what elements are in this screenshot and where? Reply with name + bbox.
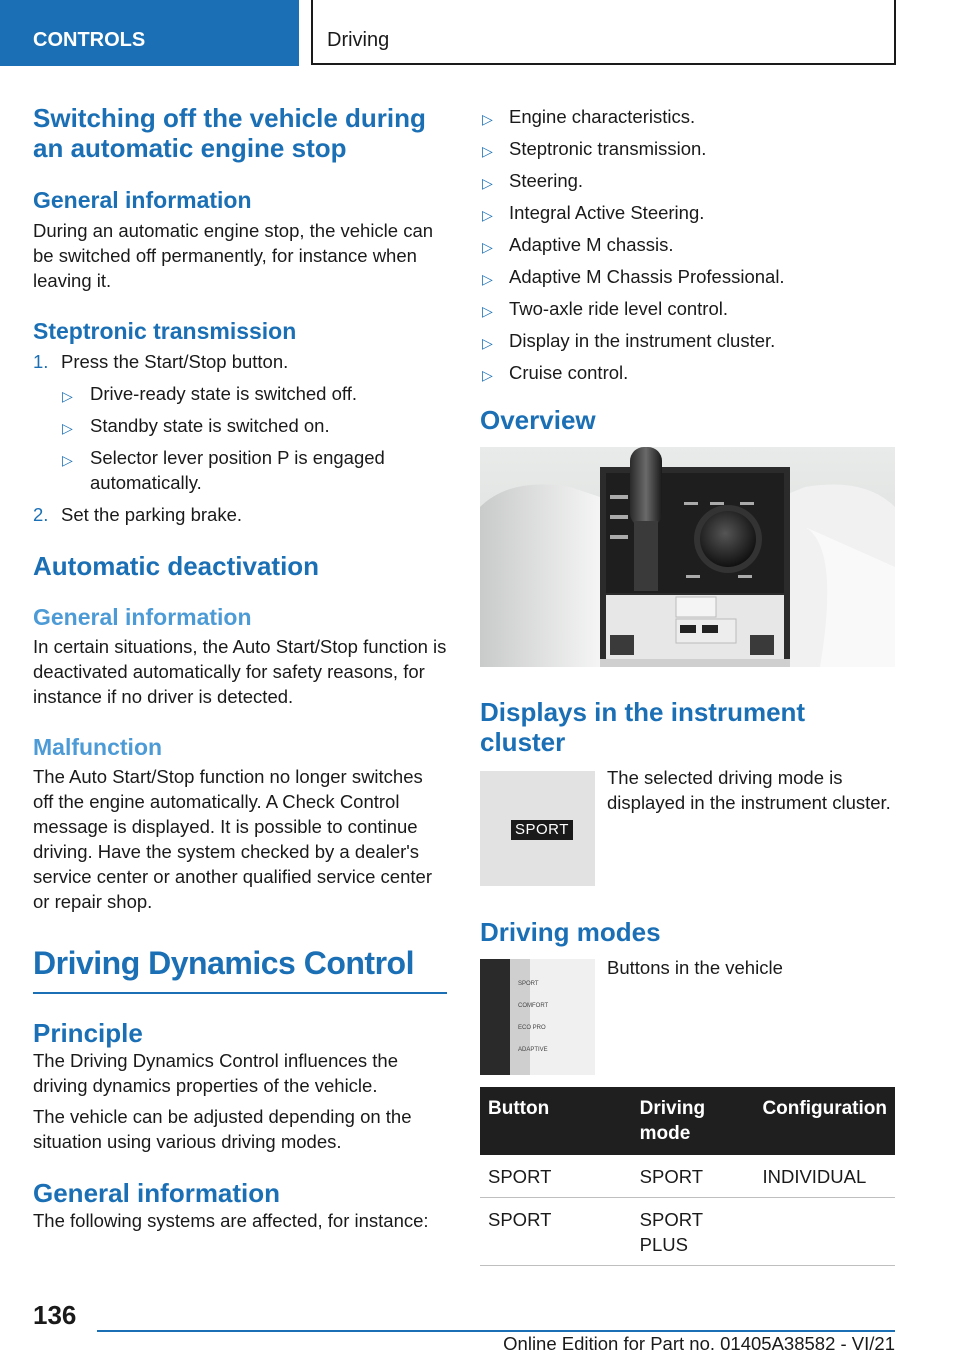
paragraph-displays: The selected driving mode is displayed in the instrument cluster.: [607, 767, 891, 813]
chapter-title: Driving: [311, 0, 896, 65]
heading-general-information: General information: [33, 604, 252, 630]
table-row: [480, 1155, 895, 1198]
mode-buttons-image: [480, 959, 595, 1075]
triangle-right-icon: ▷: [482, 367, 493, 383]
table-cell: SPORT: [480, 1155, 632, 1198]
heading-steptronic: Steptronic transmission: [33, 318, 297, 344]
sub-list-item: [33, 413, 447, 438]
triangle-right-icon: ▷: [482, 143, 493, 159]
triangle-right-icon: ▷: [62, 452, 73, 468]
table-header-row: [480, 1087, 895, 1155]
paragraph-principle: The vehicle can be adjusted depending on the situation using various driving modes.: [33, 1106, 412, 1152]
left-column: [33, 100, 447, 1233]
cluster-mode-indicator: SPORT: [511, 820, 573, 840]
mode-button-label: SPORT: [518, 981, 539, 987]
list-item-text: Two-axle ride level control.: [509, 298, 729, 319]
table-cell: [754, 1198, 895, 1266]
paragraph-malfunction: The Auto Start/Stop function no longer switches off the engine automatically. A Check Control message is displayed. It is possible to continue driving. Have the system checked by a dealer's service center or another qualified service center or repair shop.: [33, 766, 432, 912]
sub-list-item-text: Selector lever position P is engaged automatically.: [90, 447, 385, 493]
triangle-right-icon: ▷: [482, 207, 493, 223]
triangle-right-icon: ▷: [482, 303, 493, 319]
list-item: [480, 264, 895, 289]
triangle-right-icon: ▷: [62, 420, 73, 436]
list-item-text: Steering.: [509, 170, 584, 191]
heading-malfunction: Malfunction: [33, 734, 163, 760]
mode-button-label: COMFORT: [518, 1003, 549, 1009]
heading-driving-modes: Driving modes: [480, 917, 661, 947]
driving-modes-block: [480, 959, 895, 1077]
step-number: 1.: [33, 351, 49, 372]
heading-driving-dynamics-control: Driving Dynamics Control: [33, 945, 414, 981]
center-console-image: [480, 447, 895, 667]
step-item: [33, 349, 447, 374]
list-item-text: Steptronic transmission.: [509, 138, 707, 159]
paragraph-deactivation: In certain situations, the Auto Start/Stop function is deactivated automatically for safety reasons, for instance if no driver is detected.: [33, 636, 447, 707]
page-header: [0, 0, 960, 66]
heading-displays: Displays in the instrument cluster: [480, 697, 806, 757]
heading-switch-off: Switching off the vehicle during an automatic engine stop: [33, 103, 426, 163]
table-cell: SPORT: [480, 1198, 632, 1266]
triangle-right-icon: ▷: [62, 388, 73, 404]
triangle-right-icon: ▷: [482, 175, 493, 191]
heading-divider: [33, 992, 447, 994]
heading-automatic-deactivation: Automatic deactivation: [33, 551, 320, 581]
heading-principle: Principle: [33, 1018, 143, 1048]
displays-block: [480, 769, 895, 887]
step-text: Press the Start/Stop button.: [61, 351, 289, 372]
list-item-text: Display in the instrument cluster.: [509, 330, 776, 351]
list-item: [480, 200, 895, 225]
triangle-right-icon: ▷: [482, 239, 493, 255]
right-column: [480, 100, 895, 1266]
triangle-right-icon: ▷: [482, 111, 493, 127]
list-item: [480, 328, 895, 353]
list-item-text: Cruise control.: [509, 362, 629, 383]
sub-list-item-text: Standby state is switched on.: [90, 415, 330, 436]
instrument-cluster-image: [480, 771, 595, 886]
list-item: [480, 104, 895, 129]
paragraph-affected-systems: The following systems are affected, for instance:: [33, 1210, 429, 1231]
paragraph-principle: The Driving Dynamics Control influences the driving dynamics properties of the vehicle.: [33, 1050, 399, 1096]
list-item-text: Adaptive M Chassis Professional.: [509, 266, 785, 287]
step-text: Set the parking brake.: [61, 504, 242, 525]
list-item-text: Integral Active Steering.: [509, 202, 705, 223]
mode-button-label: ADAPTIVE: [518, 1047, 548, 1053]
table-cell: SPORT PLUS: [632, 1198, 755, 1266]
step-item: [33, 502, 447, 527]
driving-modes-table: [480, 1087, 895, 1266]
column-header: Configuration: [754, 1087, 895, 1155]
paragraph-general-information: During an automatic engine stop, the vehicle can be switched off permanently, for instance when leaving it.: [33, 220, 434, 291]
heading-general-information: General information: [33, 1178, 281, 1208]
table-cell: INDIVIDUAL: [754, 1155, 895, 1198]
list-item-text: Engine characteristics.: [509, 106, 696, 127]
step-number: 2.: [33, 504, 49, 525]
list-item: [480, 232, 895, 257]
sub-list-item: [33, 445, 447, 495]
column-header: Button: [480, 1087, 632, 1155]
list-item-text: Adaptive M chassis.: [509, 234, 674, 255]
list-item: [480, 136, 895, 161]
section-tab: CONTROLS: [0, 0, 299, 66]
mode-button-label: ECO PRO: [518, 1025, 546, 1031]
list-item: [480, 360, 895, 385]
sub-list-item-text: Drive-ready state is switched off.: [90, 383, 357, 404]
triangle-right-icon: ▷: [482, 271, 493, 287]
table-row: [480, 1198, 895, 1266]
heading-overview: Overview: [480, 405, 596, 435]
triangle-right-icon: ▷: [482, 335, 493, 351]
column-header: Driving mode: [632, 1087, 755, 1155]
page-number: 136: [33, 1300, 77, 1330]
paragraph-driving-modes: Buttons in the vehicle: [607, 957, 783, 978]
systems-list: [480, 104, 895, 385]
table-cell: SPORT: [632, 1155, 755, 1198]
list-item: [480, 296, 895, 321]
sub-list-item: [33, 381, 447, 406]
edition-note: Online Edition for Part no. 01405A38582 - VI/21: [503, 1333, 895, 1354]
heading-general-information: General information: [33, 187, 252, 213]
footer-divider: [97, 1330, 895, 1332]
list-item: [480, 168, 895, 193]
